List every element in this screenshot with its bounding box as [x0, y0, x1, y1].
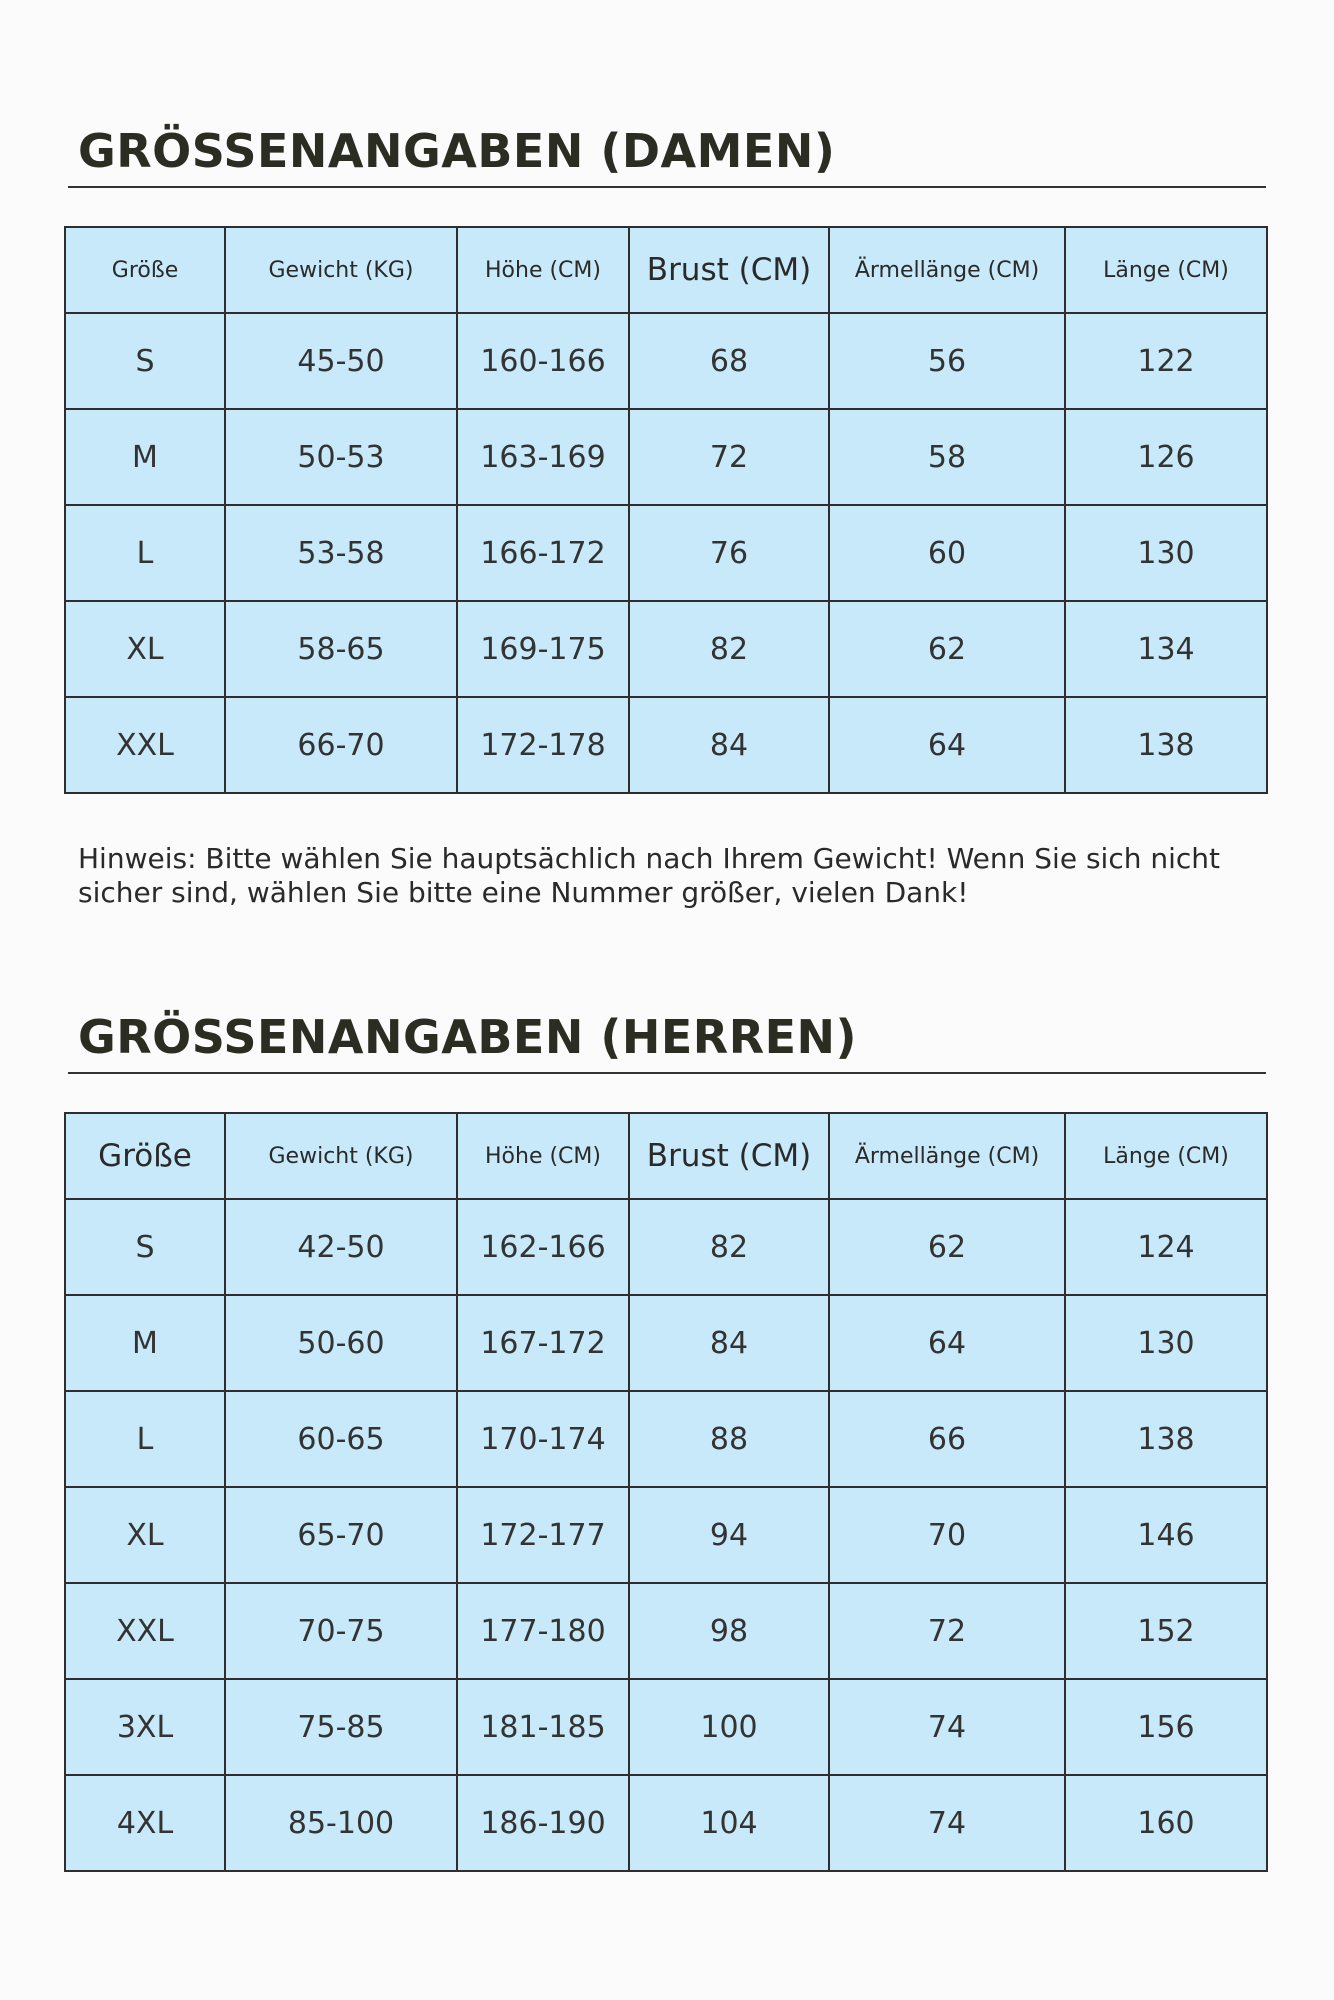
cell-size: L	[65, 505, 225, 601]
cell-size: M	[65, 409, 225, 505]
cell-size: 4XL	[65, 1775, 225, 1871]
cell-weight: 70-75	[225, 1583, 457, 1679]
cell-weight: 66-70	[225, 697, 457, 793]
table-row	[65, 601, 1267, 697]
cell-chest: 100	[629, 1679, 829, 1775]
table-row	[65, 409, 1267, 505]
cell-height: 169-175	[457, 601, 629, 697]
header-length: Länge (CM)	[1065, 227, 1267, 313]
table-row	[65, 697, 1267, 793]
women-section-title: GRÖSSENANGABEN (DAMEN)	[78, 124, 836, 178]
cell-height: 162-166	[457, 1199, 629, 1295]
header-weight: Gewicht (KG)	[225, 1113, 457, 1199]
table-row	[65, 313, 1267, 409]
cell-length: 160	[1065, 1775, 1267, 1871]
header-weight: Gewicht (KG)	[225, 227, 457, 313]
men-size-table	[64, 1112, 1268, 1872]
cell-chest: 68	[629, 313, 829, 409]
cell-size: 3XL	[65, 1679, 225, 1775]
men-section-title: GRÖSSENANGABEN (HERREN)	[78, 1010, 858, 1064]
cell-sleeve-length: 64	[829, 1295, 1065, 1391]
cell-sleeve-length: 62	[829, 601, 1065, 697]
table-row	[65, 505, 1267, 601]
table-row	[65, 1391, 1267, 1487]
header-height: Höhe (CM)	[457, 227, 629, 313]
cell-height: 160-166	[457, 313, 629, 409]
cell-height: 163-169	[457, 409, 629, 505]
cell-chest: 82	[629, 1199, 829, 1295]
cell-height: 167-172	[457, 1295, 629, 1391]
cell-length: 134	[1065, 601, 1267, 697]
cell-weight: 65-70	[225, 1487, 457, 1583]
cell-weight: 75-85	[225, 1679, 457, 1775]
cell-weight: 85-100	[225, 1775, 457, 1871]
cell-height: 166-172	[457, 505, 629, 601]
cell-weight: 45-50	[225, 313, 457, 409]
table-row	[65, 1199, 1267, 1295]
cell-sleeve-length: 66	[829, 1391, 1065, 1487]
cell-sleeve-length: 70	[829, 1487, 1065, 1583]
cell-height: 172-177	[457, 1487, 629, 1583]
cell-length: 130	[1065, 1295, 1267, 1391]
cell-length: 138	[1065, 1391, 1267, 1487]
cell-chest: 84	[629, 697, 829, 793]
cell-sleeve-length: 64	[829, 697, 1065, 793]
cell-size: S	[65, 1199, 225, 1295]
cell-length: 146	[1065, 1487, 1267, 1583]
cell-height: 186-190	[457, 1775, 629, 1871]
cell-sleeve-length: 62	[829, 1199, 1065, 1295]
cell-size: XL	[65, 1487, 225, 1583]
cell-weight: 58-65	[225, 601, 457, 697]
size-advice-note: Hinweis: Bitte wählen Sie hauptsächlich nach Ihrem Gewicht! Wenn Sie sich nicht sicher sind, wählen Sie bitte eine Nummer größer, vielen Dank!	[78, 842, 1220, 909]
cell-size: XL	[65, 601, 225, 697]
cell-length: 124	[1065, 1199, 1267, 1295]
cell-sleeve-length: 72	[829, 1583, 1065, 1679]
table-row	[65, 1295, 1267, 1391]
cell-chest: 72	[629, 409, 829, 505]
cell-length: 138	[1065, 697, 1267, 793]
table-row	[65, 1679, 1267, 1775]
header-chest: Brust (CM)	[629, 227, 829, 313]
header-chest: Brust (CM)	[629, 1113, 829, 1199]
cell-length: 126	[1065, 409, 1267, 505]
cell-size: M	[65, 1295, 225, 1391]
cell-length: 130	[1065, 505, 1267, 601]
header-sleeve-length: Ärmellänge (CM)	[829, 1113, 1065, 1199]
cell-sleeve-length: 74	[829, 1775, 1065, 1871]
women-title-rule	[68, 186, 1266, 188]
header-height: Höhe (CM)	[457, 1113, 629, 1199]
cell-weight: 53-58	[225, 505, 457, 601]
cell-chest: 82	[629, 601, 829, 697]
cell-length: 122	[1065, 313, 1267, 409]
cell-chest: 76	[629, 505, 829, 601]
cell-sleeve-length: 60	[829, 505, 1065, 601]
cell-length: 152	[1065, 1583, 1267, 1679]
cell-chest: 94	[629, 1487, 829, 1583]
cell-size: S	[65, 313, 225, 409]
cell-sleeve-length: 58	[829, 409, 1065, 505]
cell-chest: 104	[629, 1775, 829, 1871]
cell-sleeve-length: 56	[829, 313, 1065, 409]
cell-weight: 50-53	[225, 409, 457, 505]
table-header-row	[65, 1113, 1267, 1199]
header-length: Länge (CM)	[1065, 1113, 1267, 1199]
table-row	[65, 1775, 1267, 1871]
cell-height: 181-185	[457, 1679, 629, 1775]
cell-weight: 50-60	[225, 1295, 457, 1391]
cell-height: 172-178	[457, 697, 629, 793]
women-size-table	[64, 226, 1268, 794]
cell-sleeve-length: 74	[829, 1679, 1065, 1775]
table-row	[65, 1583, 1267, 1679]
cell-weight: 42-50	[225, 1199, 457, 1295]
cell-length: 156	[1065, 1679, 1267, 1775]
cell-chest: 84	[629, 1295, 829, 1391]
header-sleeve-length: Ärmellänge (CM)	[829, 227, 1065, 313]
header-size: Größe	[65, 227, 225, 313]
cell-chest: 98	[629, 1583, 829, 1679]
header-size: Größe	[65, 1113, 225, 1199]
cell-size: L	[65, 1391, 225, 1487]
table-header-row	[65, 227, 1267, 313]
cell-size: XXL	[65, 1583, 225, 1679]
cell-weight: 60-65	[225, 1391, 457, 1487]
cell-height: 177-180	[457, 1583, 629, 1679]
table-row	[65, 1487, 1267, 1583]
cell-height: 170-174	[457, 1391, 629, 1487]
men-title-rule	[68, 1072, 1266, 1074]
cell-size: XXL	[65, 697, 225, 793]
cell-chest: 88	[629, 1391, 829, 1487]
